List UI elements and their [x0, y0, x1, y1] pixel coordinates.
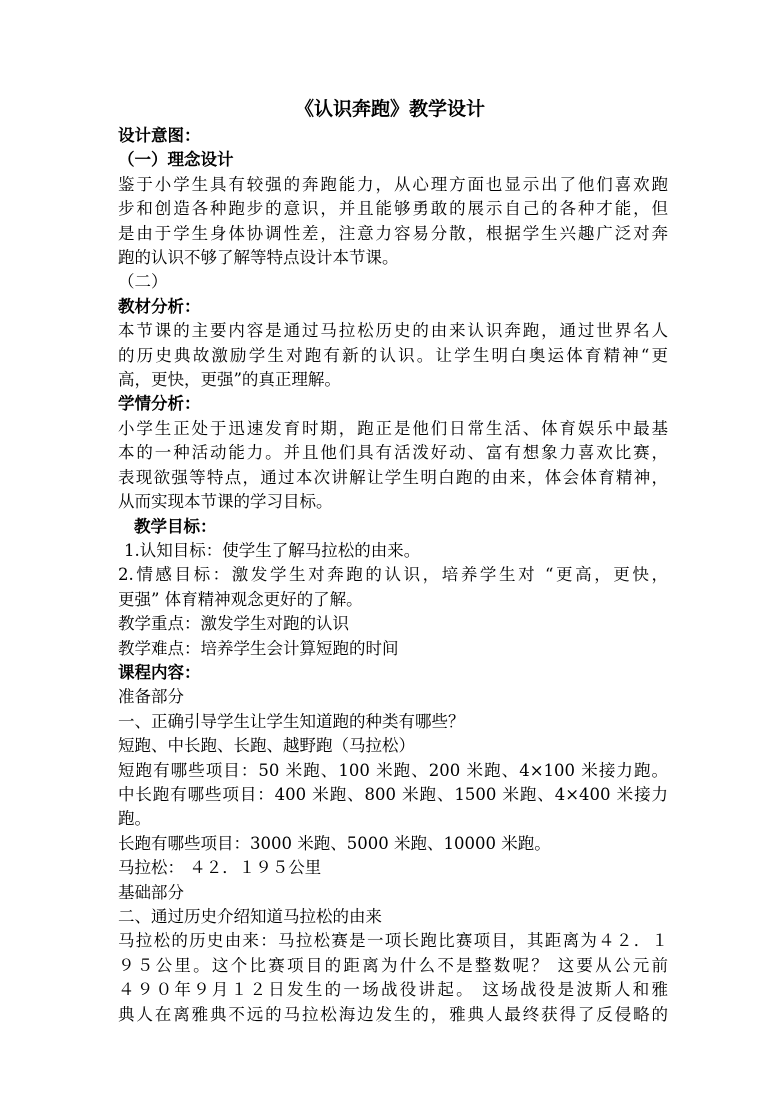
- document-title: 《认识奔跑》教学设计: [294, 98, 485, 120]
- content-line: 中长跑有哪些项目：400 米跑、800 米跑、1500 米跑、4×400 米接力: [118, 784, 668, 804]
- content-line: 短跑、中长跑、长跑、越野跑（马拉松）: [118, 736, 415, 756]
- content-line: ４９０年９月１２日发生的一场战役讲起。 这场战役是波斯人和雅: [118, 980, 668, 1000]
- teaching-focus: 教学重点：激发学生对跑的认识: [118, 614, 349, 634]
- heading-course-content: 课程内容：: [118, 662, 201, 682]
- content-line: 一、正确引导学生让学生知道跑的种类有哪些？: [118, 711, 465, 731]
- paragraph-line: 鉴于小学生具有较强的奔跑能力，从心理方面也显示出了他们喜欢跑: [118, 174, 668, 194]
- paragraph-line: 高，更快，更强”的真正理解。: [118, 370, 341, 390]
- content-line: 二、通过历史介绍知道马拉松的由来: [118, 907, 382, 926]
- teaching-difficulty: 教学难点：培养学生会计算短跑的时间: [118, 638, 399, 658]
- paragraph-line: 跑的认识不够了解等特点设计本节课。: [118, 248, 399, 268]
- heading-teaching-goals: 教学目标：: [134, 516, 217, 536]
- heading-learner-analysis: 学情分析：: [118, 394, 201, 414]
- document-body: [118, 124, 668, 1027]
- subheading-two: （二）: [118, 272, 168, 292]
- section-basic: 基础部分: [118, 882, 184, 902]
- goal-emotional: 2.情感目标：激发学生对奔跑的认识，培养学生对 “更高，更快，: [118, 565, 668, 585]
- content-line: ９５公里。这个比赛项目的距离为什么不是整数呢？ 这要从公元前: [118, 955, 668, 975]
- content-line: 马拉松： ４２．１９５公里: [118, 858, 322, 878]
- paragraph-line: 步和创造各种跑步的意识，并且能够勇敢的展示自己的各种才能，但: [118, 199, 668, 219]
- goal-emotional-cont: 更强” 体育精神观念更好的了解。: [118, 589, 363, 609]
- goal-cognitive: 1.认知目标：使学生了解马拉松的由来。: [124, 540, 421, 560]
- content-line: 短跑有哪些项目：50 米跑、100 米跑、200 米跑、4×100 米接力跑。: [118, 760, 668, 780]
- subheading-concept-design: （一）理念设计: [118, 150, 234, 170]
- content-line: 马拉松的历史由来：马拉松赛是一项长跑比赛项目，其距离为４２．１: [118, 931, 668, 951]
- content-line: 典人在离雅典不远的马拉松海边发生的，雅典人最终获得了反侵略的: [118, 1004, 668, 1024]
- paragraph-line: 本的一种活动能力。并且他们具有活泼好动、富有想象力喜欢比赛，: [118, 443, 668, 463]
- paragraph-line: 本节课的主要内容是通过马拉松历史的由来认识奔跑，通过世界名人: [118, 321, 668, 341]
- section-preparation: 准备部分: [118, 687, 184, 707]
- paragraph-line: 表现欲强等特点，通过本次讲解让学生明白跑的由来，体会体育精神，: [118, 467, 668, 487]
- heading-design-intent: 设计意图：: [118, 126, 201, 145]
- paragraph-line: 的历史典故激励学生对跑有新的认识。让学生明白奥运体育精神“更: [118, 345, 668, 365]
- content-line: 长跑有哪些项目：3000 米跑、5000 米跑、10000 米跑。: [118, 833, 551, 853]
- paragraph-line: 从而实现本节课的学习目标。: [118, 492, 333, 512]
- paragraph-line: 是由于学生身体协调性差，注意力容易分散，根据学生兴趣广泛对奔: [118, 223, 668, 243]
- paragraph-line: 小学生正处于迅速发育时期，跑正是他们日常生活、体育娱乐中最基: [118, 418, 668, 438]
- heading-material-analysis: 教材分析：: [118, 296, 201, 316]
- content-line: 跑。: [118, 809, 151, 829]
